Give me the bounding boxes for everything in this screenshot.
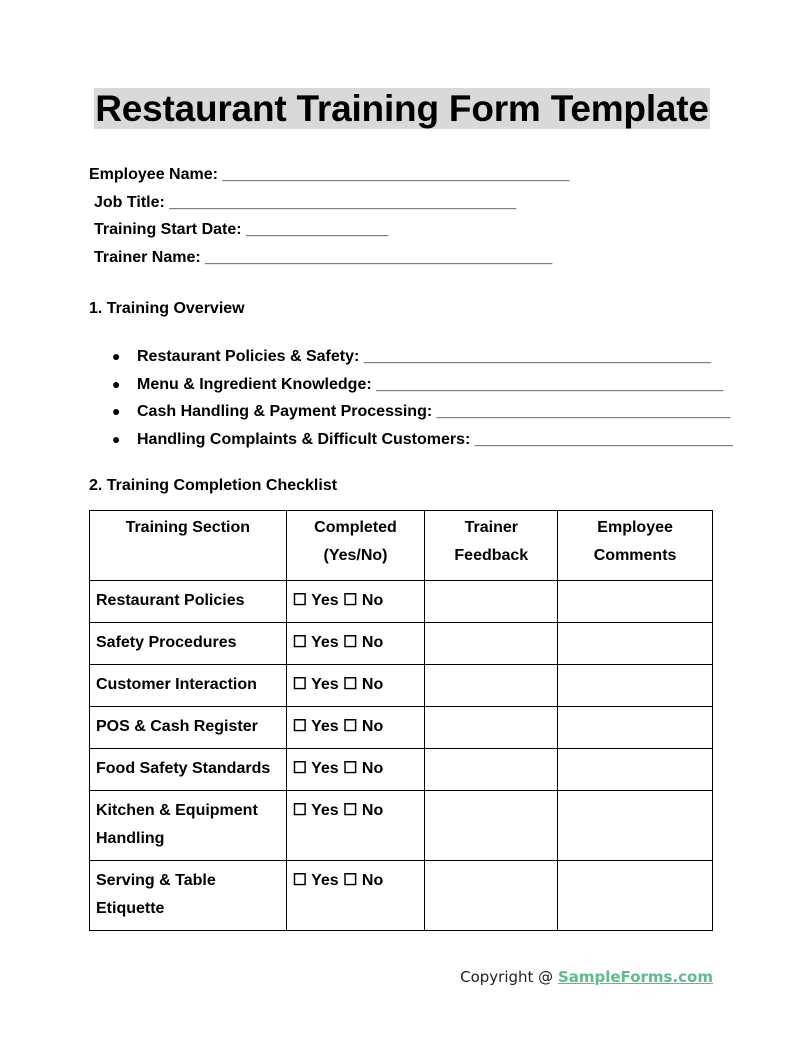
list-item [112,343,733,371]
table-row [90,791,713,861]
employee-comments-cell[interactable] [558,749,713,791]
completed-checkbox-cell[interactable]: ☐ Yes ☐ No [286,665,425,707]
completed-checkbox-cell[interactable]: ☐ Yes ☐ No [286,861,425,931]
section-cell: Food Safety Standards [90,749,287,791]
field-label: Job Title: [94,194,165,211]
copyright-footer [460,968,713,986]
trainer-feedback-cell[interactable] [425,861,558,931]
completed-checkbox-cell[interactable]: ☐ Yes ☐ No [286,581,425,623]
checklist-heading: 2. Training Completion Checklist [89,477,338,494]
bullet-icon: ● [112,431,121,448]
training-overview-list [112,343,733,454]
item-blank[interactable]: _________________________________ [436,403,731,421]
table-row [90,749,713,791]
item-blank[interactable]: _______________________________________ [376,375,724,393]
employee-name-field[interactable] [89,165,569,185]
checklist-table [89,510,713,931]
employee-comments-cell[interactable] [558,861,713,931]
trainer-feedback-cell[interactable] [425,749,558,791]
item-label: Handling Complaints & Difficult Customers: [137,431,471,449]
trainer-feedback-cell[interactable] [425,707,558,749]
bullet-icon: ● [112,348,121,364]
bullet-icon: ● [112,375,121,392]
field-blank[interactable]: _______________________________________ [222,166,570,183]
page-title: Restaurant Training Form Template [95,88,709,129]
field-blank[interactable]: ________________ [246,221,389,238]
section-cell: POS & Cash Register [90,707,287,749]
employee-comments-cell[interactable] [558,791,713,861]
col-trainer-feedback: Trainer Feedback [425,511,558,581]
field-blank[interactable]: _______________________________________ [205,249,553,266]
title-wrap [0,88,804,129]
trainer-name-field[interactable] [94,248,552,268]
employee-comments-cell[interactable] [558,665,713,707]
trainer-feedback-cell[interactable] [425,791,558,861]
training-start-date-field[interactable] [94,220,388,240]
training-overview-heading: 1. Training Overview [89,300,245,317]
item-label: Restaurant Policies & Safety: [137,348,360,365]
field-label: Employee Name: [89,166,218,183]
list-item [112,398,733,426]
bullet-icon: ● [112,403,121,420]
section-cell: Kitchen & Equipment Handling [90,791,287,861]
col-completed: Completed (Yes/No) [286,511,425,581]
employee-comments-cell[interactable] [558,623,713,665]
field-label: Trainer Name: [94,249,201,266]
completed-checkbox-cell[interactable]: ☐ Yes ☐ No [286,623,425,665]
completed-checkbox-cell[interactable]: ☐ Yes ☐ No [286,791,425,861]
section-cell: Safety Procedures [90,623,287,665]
employee-comments-cell[interactable] [558,581,713,623]
trainer-feedback-cell[interactable] [425,623,558,665]
table-header-row [90,511,713,581]
table-row [90,623,713,665]
list-item [112,426,733,454]
table-row [90,861,713,931]
item-blank[interactable]: _____________________________ [474,431,733,449]
job-title-field[interactable] [94,193,516,213]
copyright-text: Copyright @ [460,968,558,986]
table-row [90,581,713,623]
table-row [90,707,713,749]
item-label: Menu & Ingredient Knowledge: [137,375,372,393]
completed-checkbox-cell[interactable]: ☐ Yes ☐ No [286,707,425,749]
trainer-feedback-cell[interactable] [425,665,558,707]
item-blank[interactable]: _______________________________________ [363,348,711,365]
completed-checkbox-cell[interactable]: ☐ Yes ☐ No [286,749,425,791]
field-blank[interactable]: _______________________________________ [169,194,517,211]
table-row [90,665,713,707]
item-label: Cash Handling & Payment Processing: [137,403,433,421]
field-label: Training Start Date: [94,221,242,238]
sampleforms-link[interactable]: SampleForms.com [557,968,713,986]
col-employee-comments: Employee Comments [558,511,713,581]
section-cell: Restaurant Policies [90,581,287,623]
list-item [112,371,733,399]
employee-comments-cell[interactable] [558,707,713,749]
section-cell: Customer Interaction [90,665,287,707]
trainer-feedback-cell[interactable] [425,581,558,623]
col-training-section: Training Section [90,511,287,581]
section-cell: Serving & Table Etiquette [90,861,287,931]
